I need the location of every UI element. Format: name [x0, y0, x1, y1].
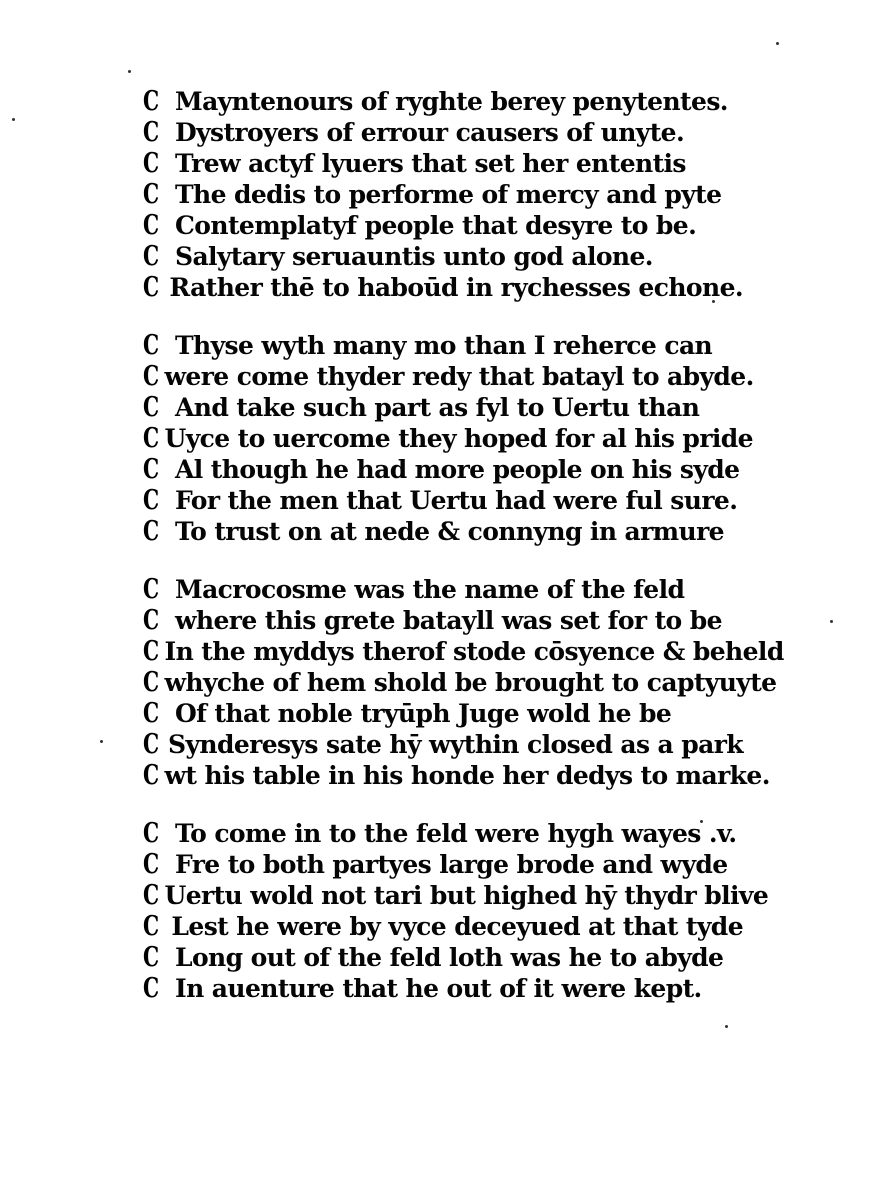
- verse-line: [143, 330, 743, 361]
- pilcrow-mark-icon: C: [143, 849, 160, 880]
- pilcrow-mark-icon: C: [143, 818, 160, 849]
- verse-line: [143, 942, 743, 973]
- verse-text: [143, 86, 784, 1031]
- verse-line-text: Of that noble tryūph Juge wold he be: [175, 699, 672, 728]
- verse-line-text: Contemplatyf people that desyre to be.: [175, 211, 697, 240]
- pilcrow-mark-icon: C: [143, 880, 160, 911]
- verse-line: [143, 605, 743, 636]
- pilcrow-mark-icon: C: [143, 330, 160, 361]
- verse-line: [143, 210, 743, 241]
- pilcrow-mark-icon: C: [143, 272, 160, 303]
- verse-line-text: were come thyder redy that batayl to abyde.: [164, 362, 754, 391]
- verse-line: [143, 636, 784, 667]
- verse-line: [143, 392, 743, 423]
- pilcrow-mark-icon: C: [143, 241, 160, 272]
- verse-line: [143, 973, 743, 1004]
- verse-line: [143, 423, 753, 454]
- verse-line-text: Dystroyers of errour causers of unyte.: [175, 118, 685, 147]
- pilcrow-mark-icon: C: [143, 574, 160, 605]
- stanza-2: [143, 330, 754, 547]
- verse-line-text: Long out of the feld loth was he to abyde: [175, 943, 724, 972]
- pilcrow-mark-icon: C: [143, 698, 160, 729]
- verse-line-text: Thyse wyth many mo than I reherce can: [175, 331, 713, 360]
- pilcrow-mark-icon: C: [143, 361, 160, 392]
- verse-line-text: And take such part as fyl to Uertu than: [175, 393, 700, 422]
- verse-line: [143, 880, 769, 911]
- verse-line-text: Al though he had more people on his syde: [175, 455, 740, 484]
- verse-line-text: Rather thē to haboūd in rychesses echone.: [169, 273, 743, 302]
- verse-line-text: To trust on at nede & connyng in armure: [175, 517, 724, 546]
- ink-speck: [12, 118, 15, 121]
- verse-line: [143, 272, 743, 303]
- pilcrow-mark-icon: C: [143, 516, 160, 547]
- verse-line-text: whyche of hem shold be brought to captyuyte: [164, 668, 777, 697]
- verse-line: [143, 849, 743, 880]
- verse-line: [143, 454, 743, 485]
- verse-line-text: The dedis to performe of mercy and pyte: [175, 180, 722, 209]
- stanza-3: [143, 574, 784, 791]
- pilcrow-mark-icon: C: [143, 86, 160, 117]
- verse-line-text: Salytary seruauntis unto god alone.: [175, 242, 653, 271]
- stanza-4: [143, 818, 769, 1004]
- verse-line-text: Lest he were by vyce deceyued at that tyde: [171, 912, 743, 941]
- pilcrow-mark-icon: C: [143, 605, 160, 636]
- pilcrow-mark-icon: C: [143, 911, 160, 942]
- pilcrow-mark-icon: C: [143, 760, 160, 791]
- pilcrow-mark-icon: C: [143, 667, 160, 698]
- pilcrow-mark-icon: C: [143, 729, 160, 760]
- pilcrow-mark-icon: C: [143, 179, 160, 210]
- verse-line-text: Synderesys sate hȳ wythin closed as a park: [168, 730, 743, 759]
- ink-speck: [776, 42, 779, 45]
- verse-line: [143, 729, 743, 760]
- pilcrow-mark-icon: C: [143, 117, 160, 148]
- verse-line-text: where this grete batayll was set for to be: [175, 606, 722, 635]
- stanza-1: [143, 86, 743, 303]
- verse-line-text: To come in to the feld were hygh wayes .v.: [175, 819, 737, 848]
- verse-line: [143, 241, 743, 272]
- verse-line: [143, 516, 743, 547]
- pilcrow-mark-icon: C: [143, 973, 160, 1004]
- ink-speck: [830, 620, 833, 623]
- pilcrow-mark-icon: C: [143, 454, 160, 485]
- verse-line: [143, 574, 743, 605]
- pilcrow-mark-icon: C: [143, 942, 160, 973]
- verse-line: [143, 667, 777, 698]
- verse-line-text: Uyce to uercome they hoped for al his pride: [164, 424, 753, 453]
- pilcrow-mark-icon: C: [143, 210, 160, 241]
- verse-line-text: In auenture that he out of it were kept.: [175, 974, 702, 1003]
- verse-line: [143, 911, 743, 942]
- verse-line-text: Uertu wold not tari but highed hȳ thydr blive: [164, 881, 769, 910]
- pilcrow-mark-icon: C: [143, 423, 160, 454]
- verse-line: [143, 179, 743, 210]
- verse-line: [143, 361, 754, 392]
- pilcrow-mark-icon: C: [143, 485, 160, 516]
- verse-line: [143, 117, 743, 148]
- verse-line: [143, 148, 743, 179]
- verse-line-text: For the men that Uertu had were ful sure.: [175, 486, 738, 515]
- verse-line-text: Trew actyf lyuers that set her ententis: [175, 149, 686, 178]
- verse-line-text: Mayntenours of ryghte berey penytentes.: [175, 87, 728, 116]
- verse-line: [143, 818, 743, 849]
- verse-line: [143, 760, 770, 791]
- verse-line-text: Fre to both partyes large brode and wyde: [175, 850, 728, 879]
- ink-speck: [100, 740, 103, 743]
- ink-speck: [128, 70, 131, 73]
- verse-line-text: Macrocosme was the name of the feld: [175, 575, 685, 604]
- verse-line: [143, 485, 743, 516]
- verse-line: [143, 698, 743, 729]
- pilcrow-mark-icon: C: [143, 636, 160, 667]
- verse-line-text: wt his table in his honde her dedys to marke.: [164, 761, 770, 790]
- pilcrow-mark-icon: C: [143, 148, 160, 179]
- pilcrow-mark-icon: C: [143, 392, 160, 423]
- verse-line-text: In the myddys therof stode cōsyence & beheld: [164, 637, 784, 666]
- verse-line: [143, 86, 743, 117]
